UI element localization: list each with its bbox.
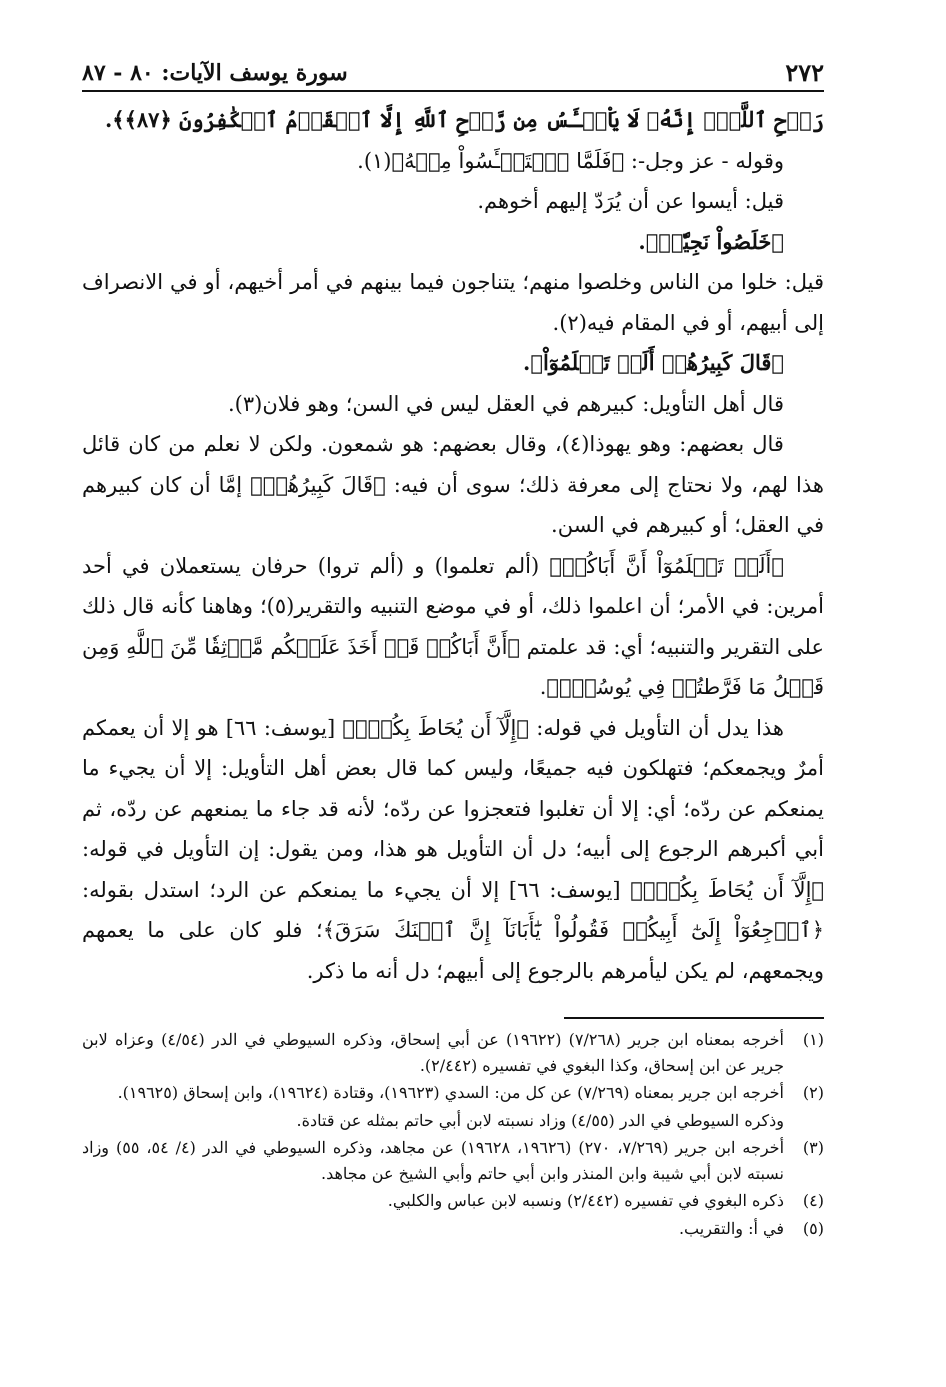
paragraph: قال بعضهم: وهو يهوذا(٤)، وقال بعضهم: هو شمعون. ولكن لا نعلم من كان قائل هذا لهم، ولا نحتاج إلى معرفة ذلك؛ سوى أن فيه: ﴿قَالَ كَبِيرُهُمۡ﴾ إمَّا أن كان كبيرهم في العقل؛ أو كبيرهم في السن. <box>82 432 824 537</box>
paragraph: هذا يدل أن التأويل في قوله: ﴿إِلَّآ أَن يُحَاطَ بِكُمۡۖ﴾ [يوسف: ٦٦] هو إلا أن يعمكم أمرٌ ويجمعكم؛ فتهلكون فيه جميعًا، وليس كما قال بعض أهل التأويل: إلا أن يجيء ما يمنعكم عن ردّه؛ أي: إلا أن تغلبوا فتعجزوا عن ردّه؛ لأنه قد جاء ما يمنعهم عن ردّه، ثم أبي أكبرهم الرجوع إلى أبيه؛ دل أن التأويل هو هذا، ومن يقول: إن التأويل في قوله: ﴿إِلَّآ أَن يُحَاطَ بِكُمۡۖ﴾ [يوسف: ٦٦] إلا أن يجيء ما يمنعكم عن الرد؛ استدل بقوله: ﴿ٱرۡجِعُوٓاْ إِلَىٰٓ أَبِيكُمۡ فَقُولُواْ يَٰٓأَبَانَآ إِنَّ ٱبۡنَكَ سَرَقَ﴾؛ فلو كان على ما يعمهم ويجمعهم، لم يكن ليأمرهم بالرجوع إلى أبيهم؛ دل أنه ما ذكر. <box>82 715 824 983</box>
footnote <box>82 1027 824 1078</box>
footnote-text: ذكره البغوي في تفسيره (٢/٤٤٢) ونسبه لابن عباس والكلبي. <box>387 1191 784 1210</box>
footnote-text: أخرجه ابن جرير (٧/٢٦٩، ٢٧٠) (١٩٦٢٦، ١٩٦٢٨) عن مجاهد، وذكره السيوطي في الدر (٤/ ٥٤، ٥٥) وزاد نسبته لابن أبي شيبة وابن المنذر وابن أبي حاتم وأبي الشيخ عن مجاهد. <box>82 1138 785 1183</box>
quran-quote: ﴿خَلَصُواْ نَجِيّٗاۖ﴾. <box>638 228 784 254</box>
footnote <box>82 1216 824 1242</box>
footnote-number: (١) <box>802 1030 824 1049</box>
running-header <box>82 52 824 92</box>
footnote <box>82 1080 824 1106</box>
footnote-number: (٤) <box>802 1191 824 1210</box>
paragraph: قيل: أيسوا عن أن يُرَدّ إليهم أخوهم. <box>477 189 784 213</box>
footnote-number: (٥) <box>802 1218 824 1238</box>
footnote-continuation: وذكره السيوطي في الدر (٤/٥٥) وزاد نسبته لابن أبي حاتم بمثله عن قتادة. <box>296 1110 784 1130</box>
footnote <box>82 1135 824 1186</box>
footnote <box>82 1188 824 1214</box>
running-title: سورة يوسف الآيات: ٨٠ - ٨٧ <box>82 60 348 86</box>
footnote-divider <box>564 1017 824 1019</box>
paragraph: رَوۡحِ ٱللَّهِۖ إِنَّهُۥ لَا يَاْيۡـَٔسُ مِن رَّوۡحِ ٱللَّهِ إِلَّا ٱلۡقَوۡمُ ٱلۡكَٰفِرُونَ ﴿٨٧﴾﴾. <box>104 107 824 132</box>
footnote-number: (٢) <box>802 1083 824 1102</box>
footnotes <box>82 1027 824 1241</box>
paragraph: قيل: خلوا من الناس وخلصوا منهم؛ يتناجون فيما بينهم في أمر أخيهم، أو في الانصراف إلى أبيهم، أو في المقام فيه(٢). <box>82 270 824 335</box>
footnote-number: (٣) <box>802 1138 824 1157</box>
footnote-text: أخرجه بمعناه ابن جرير (٧/٢٦٨) (١٩٦٢٢) عن أبي إسحاق، وذكره السيوطي في الدر (٤/٥٤) وعزاه لابن جرير عن ابن إسحاق، وكذا البغوي في تفسيره (٢/٤٤٢). <box>82 1030 784 1075</box>
quran-quote: ﴿قَالَ كَبِيرُهُمۡ أَلَمۡ تَعۡلَمُوٓاْ﴾. <box>523 350 784 375</box>
footnote-text: أخرجه ابن جرير بمعناه (٧/٢٦٩) عن كل من: السدي (١٩٦٢٣)، وقتادة (١٩٦٢٤)، وابن إسحاق (١٩٦٢٥). <box>117 1083 784 1102</box>
book-page <box>82 52 824 1243</box>
main-text <box>82 100 824 991</box>
page-number: ٢٧٢ <box>785 58 824 87</box>
paragraph: وقوله - عز وجل-: ﴿فَلَمَّا ٱسۡتَيۡـَٔسُواْ مِنۡهُ﴾(١). <box>357 148 784 173</box>
paragraph: قال أهل التأويل: كبيرهم في العقل ليس في السن؛ وهو فلان(٣). <box>227 391 784 416</box>
paragraph: ﴿أَلَمۡ تَعۡلَمُوٓاْ أَنَّ أَبَاكُمۡ﴾ (ألم تعلموا) و (ألم تروا) حرفان يستعملان في أحد أمرين: في الأمر؛ أن اعلموا ذلك، أو في موضع التنبيه والتقرير(٥)؛ وهاهنا كأنه قال ذلك على التقرير والتنبيه؛ أي: قد علمتم ﴿أَنَّ أَبَاكُمۡ قَدۡ أَخَذَ عَلَيۡكُم مَّوۡثِقٗا مِّنَ ٱللَّهِ وَمِن قَبۡلُ مَا فَرَّطتُمۡ فِي يُوسُفَۖ﴾. <box>82 553 824 699</box>
footnote-text: في أ: والتقريب. <box>678 1218 784 1238</box>
